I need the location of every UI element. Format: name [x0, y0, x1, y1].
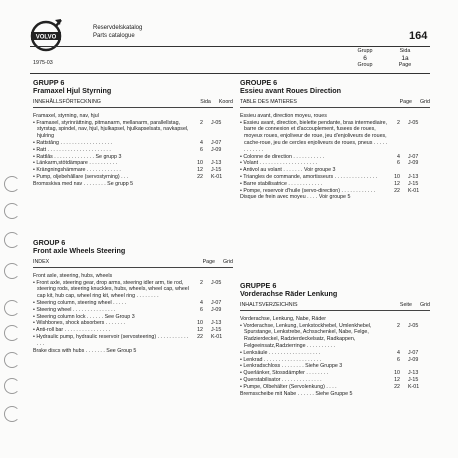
entry-grid: K-01 [408, 383, 420, 390]
entry-page: 2 [397, 322, 400, 329]
entry-page: 6 [200, 146, 203, 153]
index-row [33, 140, 233, 147]
entry-grid: J-09 [408, 160, 419, 167]
entry-grid: J-13 [408, 173, 419, 180]
binder-hole [4, 352, 20, 368]
index-entry: Essieu avant, direction moyeu, roues [240, 112, 327, 119]
index-entry: • Antivol au volant . . . . . . . Voir groupe 3 [240, 167, 336, 174]
entry-grid: J-13 [211, 160, 222, 167]
binder-hole [4, 325, 20, 341]
index-row [33, 160, 233, 167]
page-column-header: Page [202, 259, 215, 265]
catalog-title-en: Parts catalogue [93, 33, 135, 39]
entry-page: 4 [200, 299, 203, 306]
group-value: 6 [363, 55, 367, 62]
index-entry: • Rattstång . . . . . . . . . . . . . . . . . . [33, 139, 112, 146]
page-column-header: Page [399, 99, 412, 105]
binder-holes [4, 0, 24, 458]
entry-grid: J-09 [408, 356, 419, 363]
index-row [240, 167, 430, 174]
index-entry: • Steering column lock . . . . . . See Group 3 [33, 313, 135, 320]
entry-page: 2 [200, 279, 203, 286]
section-sv [33, 79, 233, 188]
entry-grid: J-13 [211, 320, 222, 327]
index-header [240, 302, 430, 311]
entry-page: 12 [394, 376, 400, 383]
page-indicator [392, 48, 418, 69]
index-label: TABLE DES MATIERES [240, 99, 297, 105]
index-entry: • Querlänker, Stossdämpfer . . . . . . . . [240, 370, 329, 377]
index-entry: • Framaxel, styrinrättning, pitmanarm, mellanarm, parallellstag, styrstag, spindel, nav, hjul, hjulkapsel, hjulkapselsats, navkapsel, hjulring [33, 119, 189, 140]
section-de [240, 282, 430, 397]
entry-page: 4 [200, 139, 203, 146]
index-row [240, 323, 430, 350]
entry-grid: J-05 [211, 279, 222, 286]
index-entry: • Steering wheel . . . . . . . . . . . . . . . [33, 306, 116, 313]
catalog-date: 1975-03 [33, 60, 53, 66]
index-entry: Bremsscheibe mit Nabe . . . . . . Siehe Gruppe 5 [240, 390, 353, 397]
index-row [33, 174, 233, 181]
entry-grid: K-01 [211, 333, 223, 340]
entry-page: 6 [397, 160, 400, 167]
index-row [33, 147, 233, 154]
entry-grid: J-05 [408, 322, 419, 329]
index-row [240, 377, 430, 384]
entry-page: 22 [197, 173, 203, 180]
entry-page: 10 [394, 173, 400, 180]
entry-grid: J-15 [408, 376, 419, 383]
binder-hole [4, 378, 20, 394]
index-row [33, 280, 233, 300]
index-header [33, 259, 233, 268]
index-row [33, 167, 233, 174]
binder-hole [4, 176, 20, 192]
entry-grid: J-07 [211, 139, 222, 146]
index-row [33, 348, 233, 355]
entry-page: 6 [397, 356, 400, 363]
index-entry: • Front axle, steering gear, drop arms, steering idler arm, tie rod, steering rods, steering knuckles, hubs, wheels, wheel cap, wheel cap kit, hub cap, wheel ring kit, wheel ring . . . . . . . . [33, 279, 189, 300]
page-column-header: Seite [399, 302, 412, 308]
index-label: INHALTSVERZEICHNIS [240, 302, 298, 308]
index-entry: • Triangles de commande, amortisseurs . . . . . . . . . . . . . . . [240, 173, 378, 180]
entry-page: 22 [197, 333, 203, 340]
index-entry: Disque de frein avec moyeu . . . . Voir groupe 5 [240, 194, 351, 201]
index-row [240, 363, 430, 370]
volvo-logo-icon [30, 17, 62, 55]
index-row [240, 174, 430, 181]
section-title: GROUP 6 [33, 238, 66, 247]
binder-hole [4, 300, 20, 316]
grid-column-header: Grid [419, 99, 430, 105]
entry-grid: J-05 [211, 119, 222, 126]
entry-grid: J-13 [408, 370, 419, 377]
index-header [240, 99, 430, 108]
index-entry: • Lenkrad . . . . . . . . . . . . . . . . . . . . [240, 356, 322, 363]
index-entry: • Pumpe, Ölbehälter (Servolenkung) . . . . [240, 383, 337, 390]
index-entry: • Barre stabilisatrice . . . . . . . . . . . . [240, 180, 323, 187]
index-entry: Brake discs with hubs . . . . . . . See Group 5 [33, 347, 137, 354]
index-entry: • Essieu avant, direction, bielette pendante, bras intermediaire, barre de connexion et d'accouplement, fusees de roues, moyeux roues, enjoliveur de roue, jeu d'enjoliveurs de roues, cache-roue, jeu de cercles enjoliveurs de roues, pneus . . . . . . . . . . . . [240, 119, 388, 153]
index-label: INNEHÅLLSFÖRTECKNING [33, 99, 101, 105]
index-row [33, 327, 233, 334]
index-row [240, 357, 430, 364]
svg-text:VOLVO: VOLVO [35, 34, 57, 41]
index-row [240, 188, 430, 195]
index-entry: • Colonne de direction . . . . . . . . . . . [240, 153, 325, 160]
section-subtitle: Framaxel Hjul Styrning [33, 86, 112, 95]
index-entry: • Rattlås . . . . . . . . . . . . . . Se grupp 3 [33, 153, 122, 160]
catalog-title [93, 24, 142, 40]
index-row [240, 384, 430, 391]
entry-page: 10 [197, 160, 203, 167]
entry-grid: J-07 [408, 349, 419, 356]
index-row [240, 316, 430, 323]
grid-column-header: Koord [218, 99, 233, 105]
entry-page: 12 [197, 327, 203, 334]
page-value: 1a [401, 55, 409, 62]
section-title: GRUPP 6 [33, 78, 65, 87]
index-row [240, 370, 430, 377]
header-divider [30, 46, 430, 47]
index-row [33, 113, 233, 120]
index-row [240, 194, 430, 201]
index-row [240, 160, 430, 167]
index-entry: • Querstabilisator . . . . . . . . . . . . . . [240, 376, 322, 383]
index-entry: • Pump, oljebehållare (servostyrning) . . . [33, 173, 129, 180]
index-entry: Bromsskiva med nav . . . . . . . . Se grupp 5 [33, 180, 134, 187]
section-subtitle: Vorderachse Räder Lenkung [240, 289, 338, 298]
section-en [33, 239, 233, 354]
section-subtitle: Front axle Wheels Steering [33, 246, 126, 255]
index-entry: • Anti-roll bar . . . . . . . . . . . . . . . . [33, 327, 111, 334]
index-entry: • Krängningshämmare . . . . . . . . . . . . [33, 167, 121, 174]
index-row [33, 181, 233, 188]
index-row [240, 350, 430, 357]
page-sub-label: Page [398, 62, 412, 68]
index-entry: • Länkarm,stötdämpare . . . . . . . . . . [33, 160, 118, 167]
index-entry: • Ratt . . . . . . . . . . . . . . . . . . . . . . [33, 146, 111, 153]
index-entry: Front axle, steering, hubs, wheels [33, 272, 113, 279]
index-entry: • Lenksäule . . . . . . . . . . . . . . . . . . [240, 349, 321, 356]
index-entry: • Lenkradschloss . . . . . . . . Siehe Gruppe 3 [240, 363, 343, 370]
index-entry: • Hydraulic pump, hydraulic reservoir (servosteering) . . . . . . . . . . . . . . [33, 333, 189, 347]
group-indicator [352, 48, 378, 69]
page-label: Sida [399, 48, 411, 54]
index-row [33, 307, 233, 314]
binder-hole [4, 406, 20, 422]
index-row [33, 334, 233, 348]
index-row [33, 320, 233, 327]
binder-hole [4, 263, 20, 279]
entry-page: 4 [397, 153, 400, 160]
index-entry: • Pompe, reservoir d'huile (servo-direction) . . . . . . . . . . . . [240, 187, 376, 194]
index-label: INDEX [33, 259, 50, 265]
entry-page: 22 [394, 187, 400, 194]
index-header [33, 99, 233, 108]
entry-grid: J-07 [211, 299, 222, 306]
entry-page: 6 [200, 306, 203, 313]
index-row [33, 273, 233, 280]
entry-page: 12 [197, 167, 203, 174]
catalog-title-sv: Reservdelskatalog [93, 25, 143, 31]
entry-grid: J-07 [408, 153, 419, 160]
entry-grid: K-01 [408, 187, 420, 194]
section-title: GROUPE 6 [240, 78, 278, 87]
index-entry: • Wishbones, shock absorbers . . . . . . . [33, 320, 125, 327]
entry-page: 10 [197, 320, 203, 327]
entry-grid: J-15 [211, 167, 222, 174]
index-entry: Vorderachse, Lenkung, Nabe, Räder [240, 315, 326, 322]
index-row [33, 314, 233, 321]
entry-page: 4 [397, 349, 400, 356]
entry-grid: J-09 [211, 306, 222, 313]
grid-column-header: Grid [222, 259, 233, 265]
binder-hole [4, 232, 20, 248]
page-column-header: Sida [200, 99, 211, 105]
entry-page: 2 [200, 119, 203, 126]
page-number: 164 [409, 30, 428, 42]
index-row [240, 120, 430, 154]
index-entry: • Vorderachse, Lenkung, Lenkstockhebel, Umlenkhebel, Spurstange, Lenkstrebe, Achsschenkel, Nabe, Felge, Radzierdeckel, Radzierdeckelsatz, Radkappen, Felgeeinsatz,Radzierringe . . . . . . . . . . [240, 322, 372, 349]
index-row [240, 154, 430, 161]
index-row [240, 181, 430, 188]
entry-grid: J-05 [408, 119, 419, 126]
entry-grid: K-01 [211, 173, 223, 180]
entry-grid: J-15 [211, 327, 222, 334]
entry-page: 10 [394, 370, 400, 377]
section-fr [240, 79, 430, 201]
index-entry: • Steering column, steering wheel . . . . . [33, 299, 127, 306]
index-entry: Framaxel, styrning, nav, hjul [33, 112, 99, 119]
header-divider-lower [30, 73, 430, 74]
index-entry: • Volant . . . . . . . . . . . . . . . . . . . . [240, 160, 317, 167]
index-row [240, 113, 430, 120]
section-subtitle: Essieu avant Roues Direction [240, 86, 342, 95]
index-row [33, 154, 233, 161]
index-row [240, 391, 430, 398]
entry-grid: J-15 [408, 180, 419, 187]
group-label: Grupp [357, 48, 373, 54]
entry-page: 22 [394, 383, 400, 390]
binder-hole [4, 203, 20, 219]
entry-page: 12 [394, 180, 400, 187]
group-sub-label: Group [357, 62, 373, 68]
index-row [33, 300, 233, 307]
entry-grid: J-09 [211, 146, 222, 153]
grid-column-header: Grid [419, 302, 430, 308]
entry-page: 2 [397, 119, 400, 126]
section-title: GRUPPE 6 [240, 281, 277, 290]
index-row [33, 120, 233, 140]
